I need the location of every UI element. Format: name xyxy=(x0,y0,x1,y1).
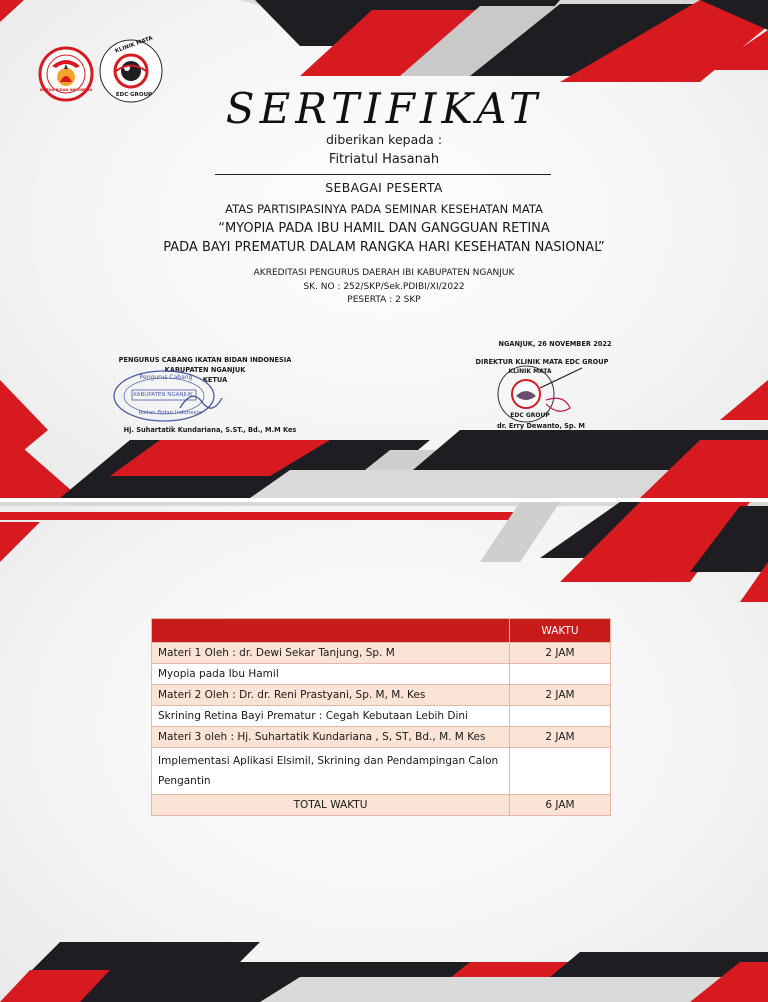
accreditation-text: AKREDITASI PENGURUS DAERAH IBI KABUPATEN NGANJUK xyxy=(253,268,515,278)
table-row xyxy=(152,685,611,706)
row-time: 2 JAM xyxy=(510,685,611,706)
theme-line-1: “MYOPIA PADA IBU HAMIL DAN GANGGUAN RETINA xyxy=(218,221,550,236)
table-row xyxy=(152,643,611,664)
schedule-page xyxy=(0,502,768,1002)
klinik-logo-top-text: KLINIK MATA xyxy=(114,35,154,55)
table-header-item xyxy=(152,619,510,643)
left-stamp-bottom: Ikatan Bidan Indonesia xyxy=(138,410,202,416)
name-underline xyxy=(215,174,551,175)
ibi-logo-text: IKATAN BIDAN INDONESIA xyxy=(39,88,93,92)
table-row xyxy=(152,748,611,795)
recipient-name: Fitriatul Hasanah xyxy=(328,152,440,167)
row-time xyxy=(510,706,611,727)
row-item: Myopia pada Ibu Hamil xyxy=(152,664,510,685)
left-position: KETUA xyxy=(202,376,228,384)
table-row xyxy=(152,706,611,727)
right-position: DIREKTUR KLINIK MATA EDC GROUP xyxy=(475,358,609,366)
left-stamp-top: Pengurus Cabang xyxy=(139,374,193,381)
row-time: 2 JAM xyxy=(510,643,611,664)
row-time: 2 JAM xyxy=(510,727,611,748)
left-signer-name: Hj. Suhartatik Kundariana, S.ST., Bd., M.M Kes xyxy=(123,426,297,434)
right-stamp-top: KLINIK MATA xyxy=(508,368,552,375)
schedule-table xyxy=(151,618,611,816)
row-item: Materi 2 Oleh : Dr. dr. Reni Prastyani, Sp. M, M. Kes xyxy=(152,685,510,706)
row-item: Materi 3 oleh : Hj. Suhartatik Kundariana , S, ST, Bd., M. M Kes xyxy=(152,727,510,748)
table-row xyxy=(152,727,611,748)
total-label: TOTAL WAKTU xyxy=(152,795,510,816)
certificate-title: SERTIFIKAT xyxy=(225,84,543,133)
right-stamp-bottom: EDC GROUP xyxy=(510,412,550,419)
table-row xyxy=(152,664,611,685)
role-text: SEBAGAI PESERTA xyxy=(325,180,443,195)
total-time: 6 JAM xyxy=(510,795,611,816)
certificate-page xyxy=(0,0,768,498)
row-item: Materi 1 Oleh : dr. Dewi Sekar Tanjung, Sp. M xyxy=(152,643,510,664)
place-date: NGANJUK, 26 NOVEMBER 2022 xyxy=(498,340,612,348)
sk-number: SK. NO : 252/SKP/Sek.PDIBI/XI/2022 xyxy=(303,282,465,292)
klinik-logo-bottom-text: EDC GROUP xyxy=(115,92,153,98)
left-org-line-1: PENGURUS CABANG IKATAN BIDAN INDONESIA xyxy=(118,356,292,364)
right-signer-name: dr. Erry Dewanto, Sp. M xyxy=(497,422,585,430)
skp-text: PESERTA : 2 SKP xyxy=(347,295,421,305)
left-org-line-2: KABUPATEN NGANJUK xyxy=(164,366,246,374)
participation-text: ATAS PARTISIPASINYA PADA SEMINAR KESEHATAN MATA xyxy=(225,202,543,216)
left-stamp-middle: KABUPATEN NGANJUK xyxy=(133,392,193,398)
given-to-label: diberikan kepada : xyxy=(325,132,443,147)
row-item: Implementasi Aplikasi Elsimil, Skrining dan Pendampingan Calon Pengantin xyxy=(152,748,510,795)
row-time xyxy=(510,664,611,685)
table-header-row xyxy=(152,619,611,643)
row-item: Skrining Retina Bayi Prematur : Cegah Kebutaan Lebih Dini xyxy=(152,706,510,727)
table-header-time: WAKTU xyxy=(510,619,611,643)
row-time xyxy=(510,748,611,795)
theme-line-2: PADA BAYI PREMATUR DALAM RANGKA HARI KESEHATAN NASIONAL” xyxy=(163,240,605,255)
table-total-row xyxy=(152,795,611,816)
